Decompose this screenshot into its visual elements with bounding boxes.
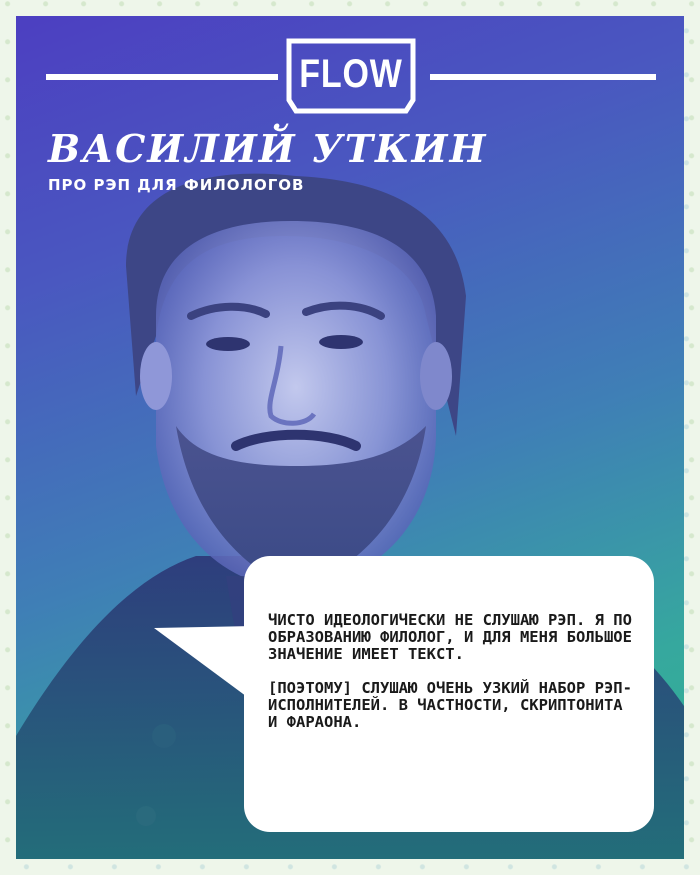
page-subtitle: ПРО РЭП ДЛЯ ФИЛОЛОГОВ — [48, 176, 305, 194]
header-rule-left — [46, 74, 278, 80]
speech-bubble-tail — [154, 624, 254, 704]
flow-logo: FLOW — [299, 51, 403, 96]
page-title: ВАСИЛИЙ УТКИН — [48, 126, 488, 171]
quote-text — [268, 612, 640, 748]
poster-panel — [16, 16, 684, 859]
quote-paragraph-1: ЧИСТО ИДЕОЛОГИЧЕСКИ НЕ СЛУШАЮ РЭП. Я ПО ОБРАЗОВАНИЮ ФИЛОЛОГ, И ДЛЯ МЕНЯ БОЛЬШОЕ ЗНАЧЕНИЕ ИМЕЕТ ТЕКСТ. — [268, 611, 632, 663]
header-rule-right — [430, 74, 656, 80]
quote-paragraph-2: [ПОЭТОМУ] СЛУШАЮ ОЧЕНЬ УЗКИЙ НАБОР РЭП-ИСПОЛНИТЕЛЕЙ. В ЧАСТНОСТИ, СКРИПТОНИТА И ФАРАОНА. — [268, 679, 632, 731]
